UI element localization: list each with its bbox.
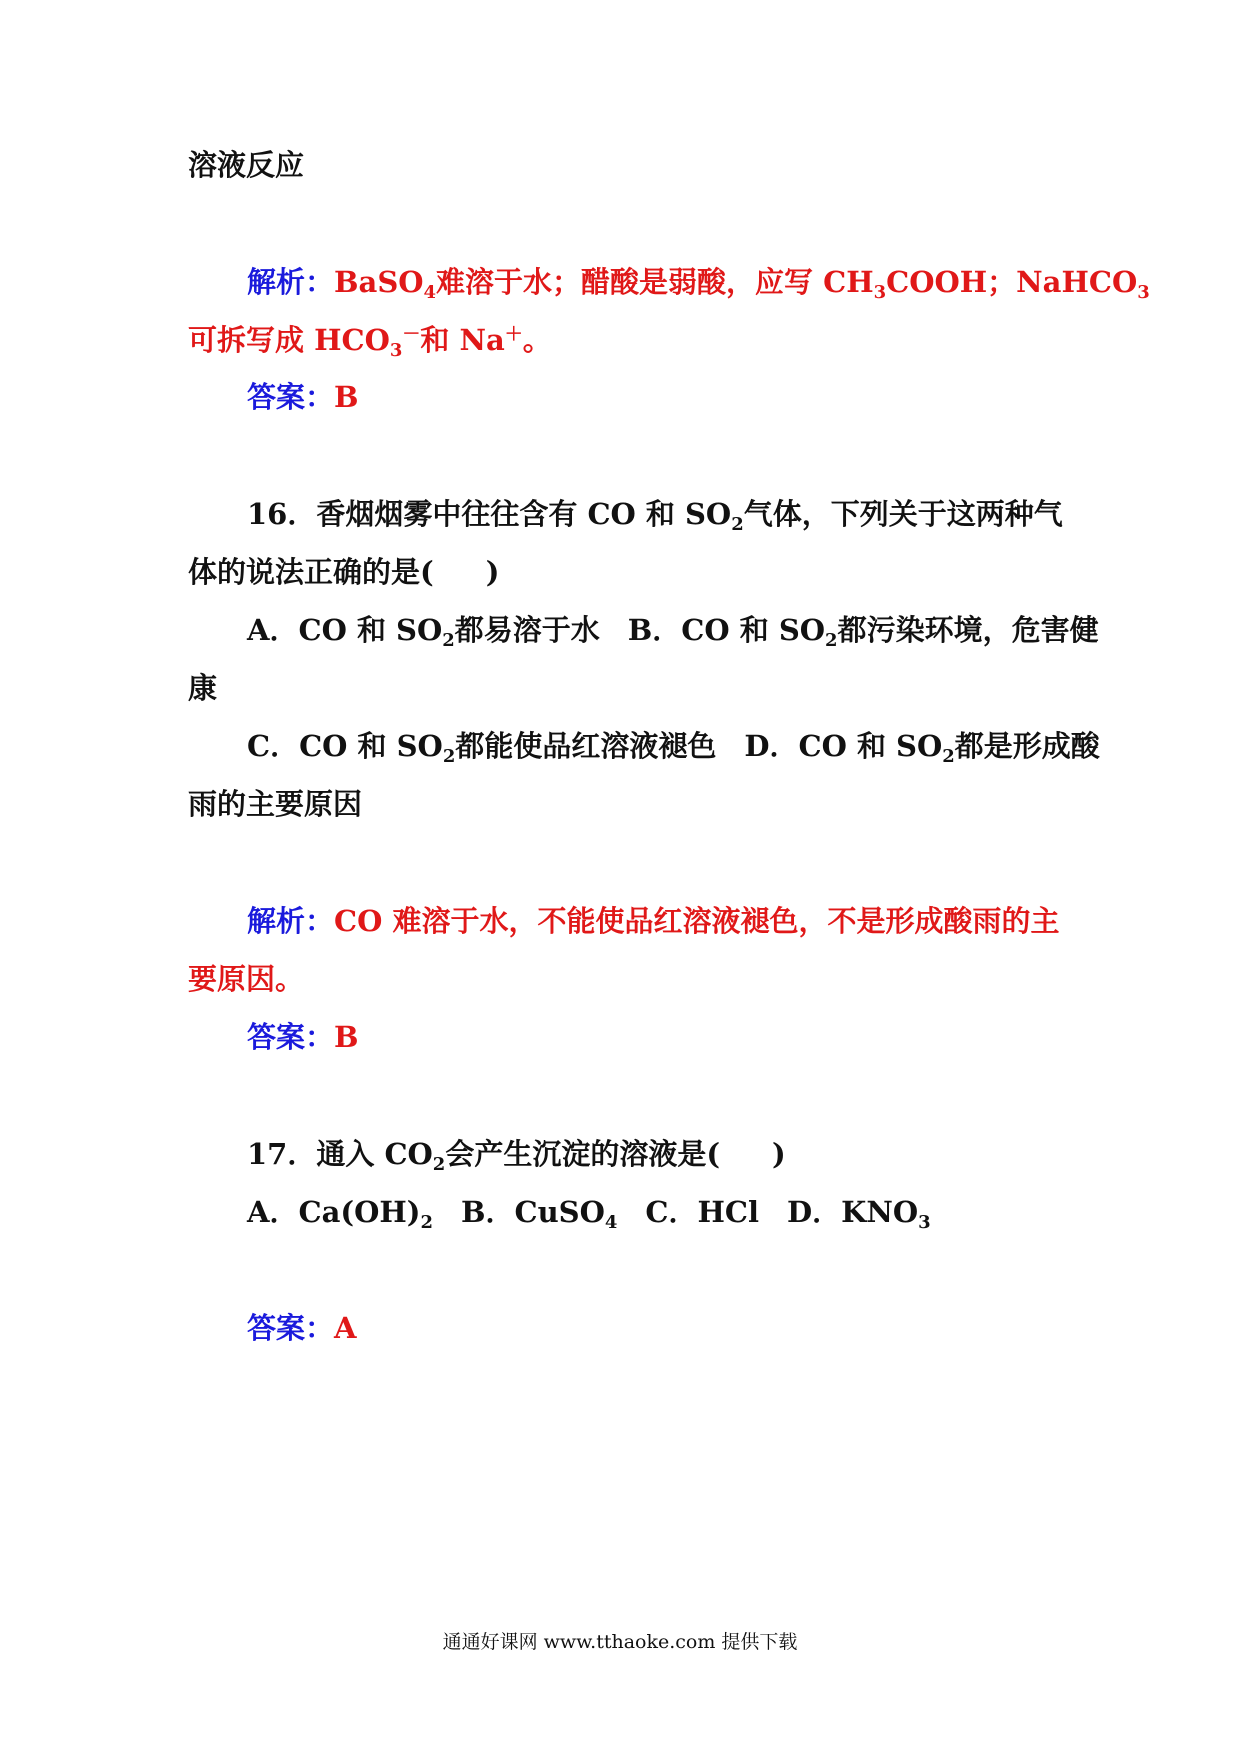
analysis-label: 解析： [247, 904, 335, 938]
answer-label: 答案： [247, 1020, 335, 1054]
answer-value: A [334, 1311, 357, 1345]
q17-stem: 17．通入 $CO_2$会产生沉淀的溶液是( ) [247, 1137, 786, 1176]
q15-stem-continuation: 溶液反应 [188, 148, 305, 182]
q16-options-cd [247, 726, 1100, 766]
q16-analysis-line-1: 解析：CO 难溶于水，不能使品红溶液褪色，不是形成酸雨的主 [247, 904, 1060, 938]
q16-option-b-continuation: 康 [188, 671, 218, 705]
analysis-label: 解析： [247, 265, 335, 299]
q16-option-d-continuation: 雨的主要原因 [188, 787, 363, 821]
q17-option-d: D．$KNO_3$ [787, 1195, 931, 1234]
q17-options [247, 1192, 931, 1232]
answer-label: 答案： [247, 1311, 335, 1345]
q17-option-c: C．HCl [645, 1195, 759, 1229]
q15-answer [247, 377, 359, 417]
page-footer: 通通好课网 www.tthaoke.com 提供下载 [442, 1631, 798, 1653]
q16-answer [247, 1017, 359, 1057]
q16-option-a: A．CO 和 $SO_2$都易溶于水 [247, 613, 600, 652]
answer-value: B [334, 1020, 359, 1054]
q17-option-b: B．CuSO$_4$ [461, 1195, 618, 1234]
q17-answer [247, 1308, 357, 1348]
q16-option-d: D．CO 和 $SO_2$都是形成酸 [744, 729, 1100, 768]
q17-option-a: A．$Ca(OH)_2$ [247, 1195, 433, 1234]
answer-label: 答案： [247, 380, 335, 414]
q16-option-b: B．CO 和 $SO_2$都污染环境，危害健 [627, 613, 1099, 652]
answer-value: B [334, 380, 359, 414]
q16-option-c: C．CO 和 $SO_2$都能使品红溶液褪色 [247, 729, 717, 768]
q15-analysis-line-2: 可拆写成 $HCO_3^-$和 Na＋。 [188, 323, 552, 362]
q16-stem-line-2: 体的说法正确的是( ) [188, 555, 500, 589]
q16-analysis-line-2: 要原因。 [188, 962, 305, 996]
q16-stem-line-1: 16．香烟烟雾中往往含有 CO 和 $SO_2$气体，下列关于这两种气 [247, 497, 1063, 536]
q16-options-ab [247, 610, 1099, 650]
q15-analysis-line-1: 解析：BaSO$_4$难溶于水；醋酸是弱酸，应写 $CH_3COOH$；NaHCO$_3$ [247, 265, 1150, 304]
